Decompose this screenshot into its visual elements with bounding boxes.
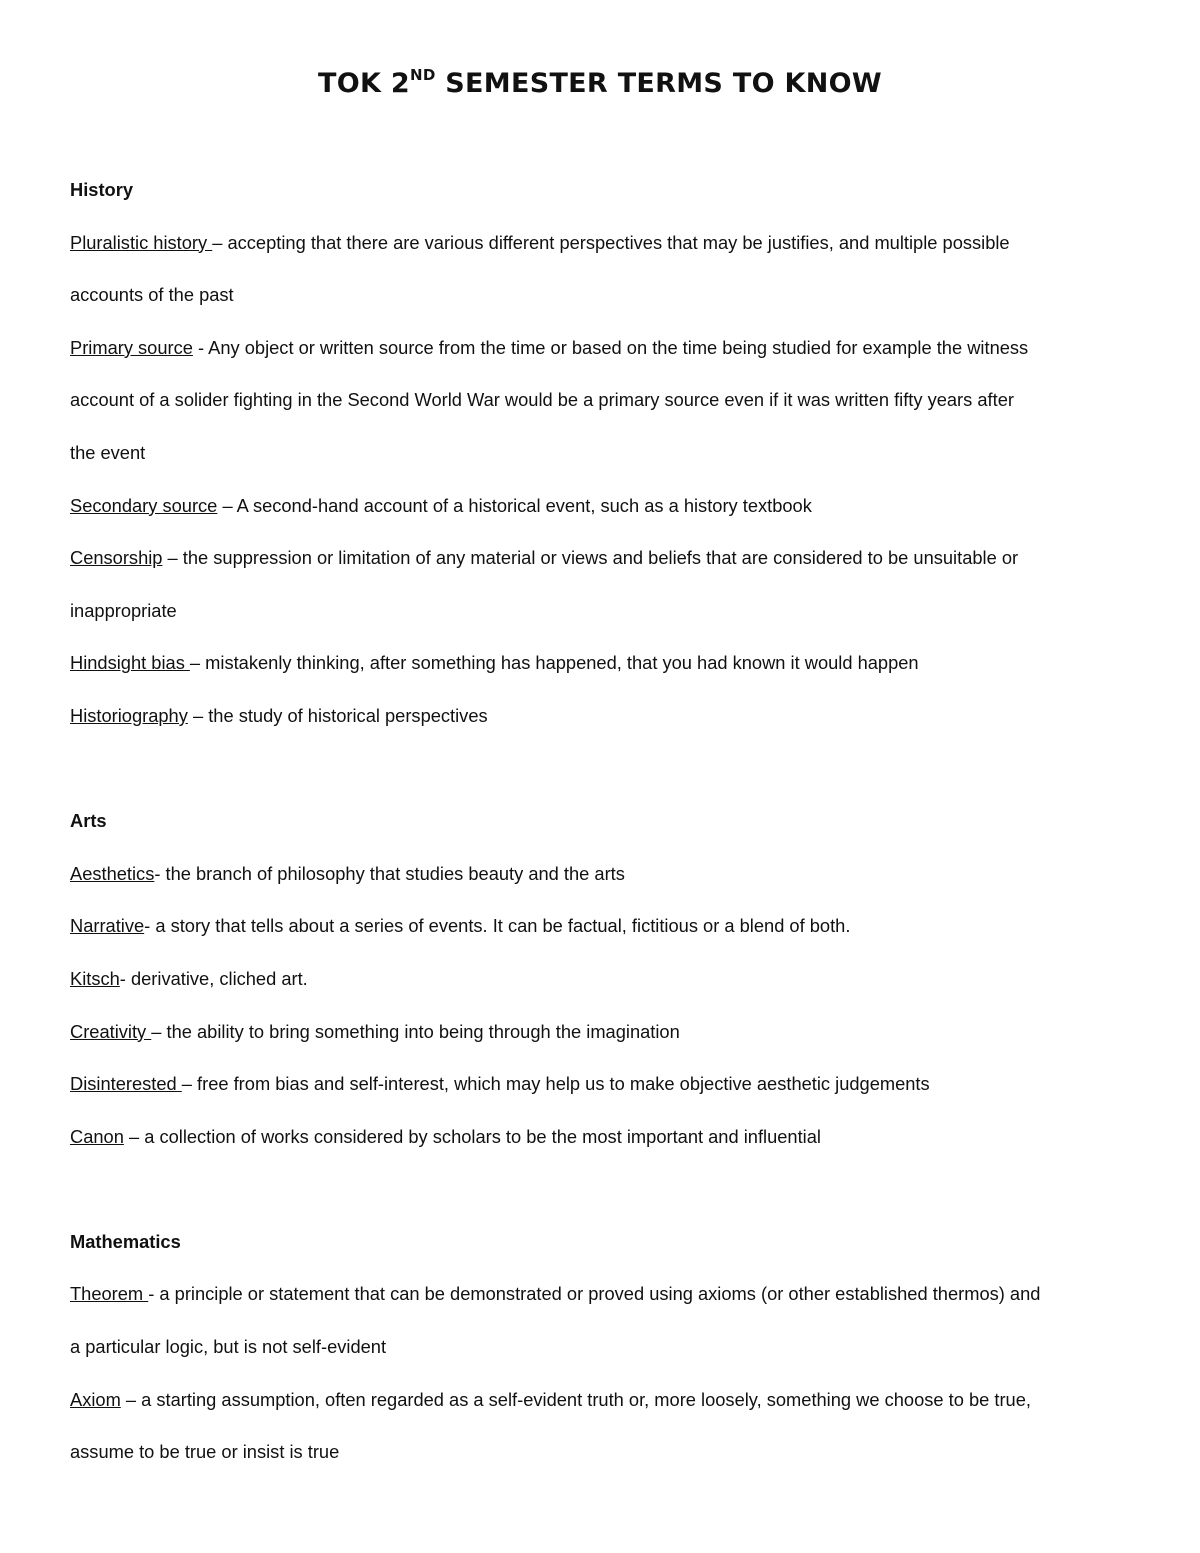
spacer xyxy=(70,743,1140,796)
term-entry xyxy=(70,900,1140,953)
term-definition: – a starting assumption, often regarded as a self-evident truth or, more loosely, something we choose to be true, xyxy=(120,1388,1031,1410)
term-definition-continued: the event xyxy=(70,441,146,463)
term-definition-continued: accounts of the past xyxy=(70,284,234,306)
term-name: Primary source xyxy=(70,336,193,358)
term-entry xyxy=(70,1111,1140,1164)
term-definition: – mistakenly thinking, after something has happened, that you had known it would happen xyxy=(189,652,919,674)
term-name: Secondary source xyxy=(70,494,218,516)
term-entry xyxy=(70,953,1140,1006)
term-name: Theorem xyxy=(70,1283,149,1305)
term-name: Censorship xyxy=(70,547,163,569)
term-definition: - derivative, cliched art. xyxy=(119,967,308,989)
term-name: Creativity xyxy=(70,1020,152,1042)
title-superscript: ND xyxy=(409,66,436,84)
term-definition: - a principle or statement that can be demonstrated or proved using axioms (or other established thermos) and xyxy=(148,1283,1041,1305)
term-entry xyxy=(70,1268,1140,1321)
page-title: TOK 2ND SEMESTER TERMS TO KNOW xyxy=(318,66,882,99)
term-entry xyxy=(70,637,1140,690)
term-name: Disinterested xyxy=(70,1073,182,1095)
term-name: Axiom xyxy=(70,1388,121,1410)
term-entry xyxy=(70,480,1140,533)
section-heading-mathematics: Mathematics xyxy=(70,1230,181,1252)
term-definition: – the suppression or limitation of any material or views and beliefs that are considered to be unsuitable or xyxy=(162,547,1019,569)
term-entry xyxy=(70,1006,1140,1059)
term-name: Pluralistic history xyxy=(70,231,213,253)
term-definition: – a collection of works considered by scholars to be the most important and influential xyxy=(123,1125,821,1147)
term-entry xyxy=(70,1374,1140,1427)
term-definition: - the branch of philosophy that studies beauty and the arts xyxy=(154,862,625,884)
term-name: Kitsch xyxy=(70,967,120,989)
spacer xyxy=(70,1163,1140,1216)
document-body xyxy=(70,164,1140,1479)
term-entry xyxy=(70,217,1140,270)
term-entry xyxy=(70,532,1140,585)
term-definition: – the ability to bring something into being through the imagination xyxy=(151,1020,680,1042)
term-definition-continued: a particular logic, but is not self-evident xyxy=(70,1336,387,1358)
term-definition-continued: inappropriate xyxy=(70,599,177,621)
section-heading-arts: Arts xyxy=(70,810,107,832)
term-definition: – accepting that there are various different perspectives that may be justifies, and multiple possible xyxy=(212,231,1010,253)
section-heading-history: History xyxy=(70,179,133,200)
term-entry xyxy=(70,322,1140,375)
term-definition: – A second-hand account of a historical event, such as a history textbook xyxy=(217,494,812,516)
term-definition: - a story that tells about a series of events. It can be factual, fictitious or a blend of both. xyxy=(144,915,851,937)
term-name: Canon xyxy=(70,1125,124,1147)
term-name: Historiography xyxy=(70,704,188,726)
term-entry xyxy=(70,1058,1140,1111)
term-definition: – the study of historical perspectives xyxy=(187,704,488,726)
term-definition: – free from bias and self-interest, which may help us to make objective aesthetic judgements xyxy=(181,1073,930,1095)
term-name: Aesthetics xyxy=(70,862,155,884)
term-entry xyxy=(70,848,1140,901)
term-entry xyxy=(70,690,1140,743)
term-definition-continued: assume to be true or insist is true xyxy=(70,1441,340,1463)
term-name: Narrative xyxy=(70,915,145,937)
term-name: Hindsight bias xyxy=(70,652,190,674)
term-definition-continued: account of a solider fighting in the Second World War would be a primary source even if it was written fifty years after xyxy=(70,389,1014,411)
term-definition: - Any object or written source from the time or based on the time being studied for example the witness xyxy=(192,336,1029,358)
